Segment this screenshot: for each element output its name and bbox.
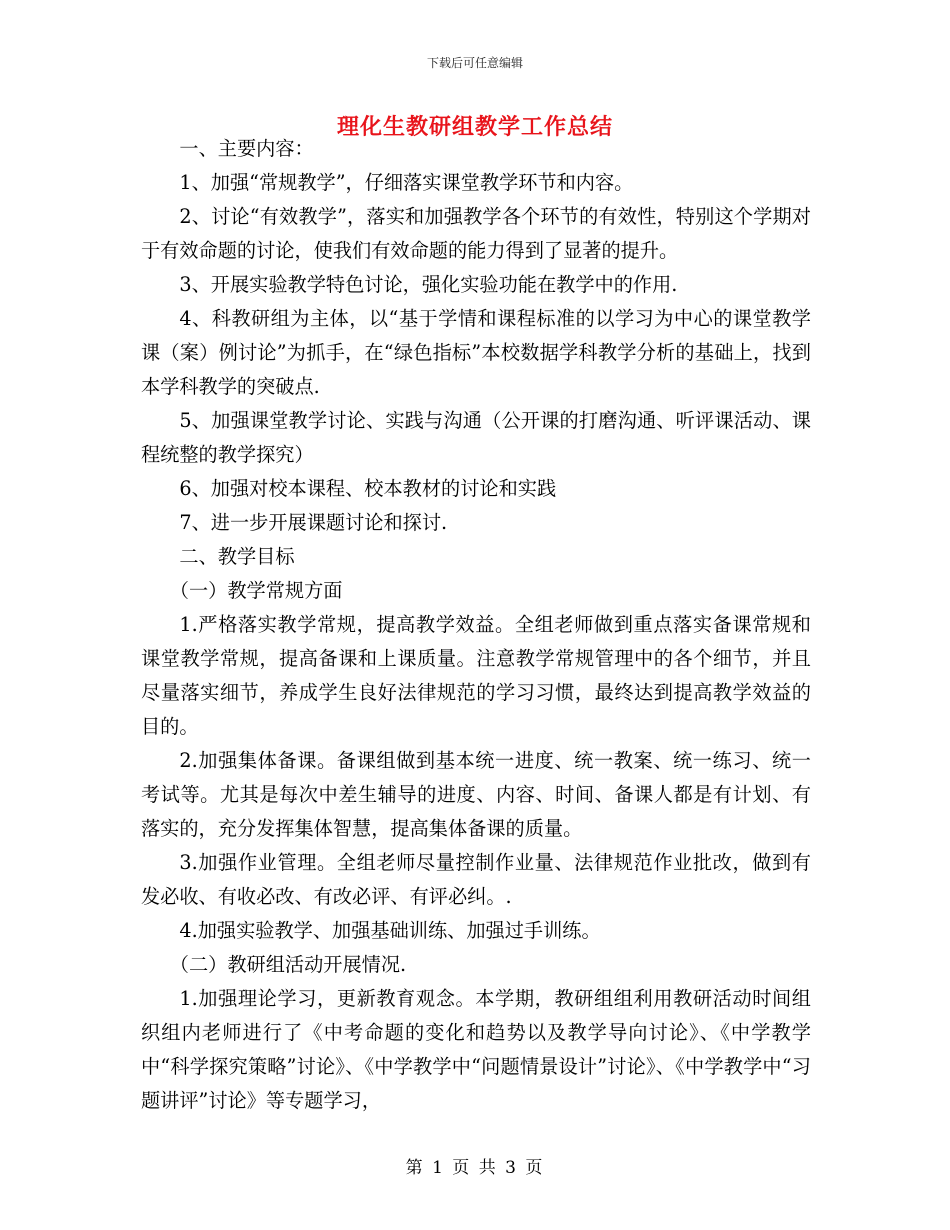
paragraph: 3.加强作业管理。全组老师尽量控制作业量、法律规范作业批改，做到有发必收、有收必改、有改必评、有评必纠。. <box>141 851 811 908</box>
paragraph: 4.加强实验教学、加强基础训练、加强过手训练。 <box>179 919 601 942</box>
subsection-heading: （一）教学常规方面 <box>169 579 343 602</box>
paragraph: 1.加强理论学习，更新教育观念。本学期，教研组组利用教研活动时间组织组内老师进行了《中考命题的变化和趋势以及教学导向讨论》、《中学教学中“科学探究策略”讨论》、《中学教学中“问题情景设计”讨论》、《中学教学中“习题讲评”讨论》等专题学习， <box>141 987 811 1112</box>
document-body <box>141 132 811 1118</box>
paragraph: 5、加强课堂教学讨论、实践与沟通（公开课的打磨沟通、听评课活动、课程统整的教学探究） <box>141 409 811 466</box>
paragraph: 2.加强集体备课。备课组做到基本统一进度、统一教案、统一练习、统一考试等。尤其是每次中差生辅导的进度、内容、时间、备课人都是有计划、有落实的，充分发挥集体智慧，提高集体备课的质量。 <box>141 749 811 840</box>
paragraph: 2、讨论“有效教学”，落实和加强教学各个环节的有效性，特别这个学期对于有效命题的讨论，使我们有效命题的能力得到了显著的提升。 <box>141 205 811 262</box>
page-footer: 第 1 页 共 3 页 <box>405 1158 545 1178</box>
paragraph: 4、科教研组为主体，以“基于学情和课程标准的以学习为中心的课堂教学课（案）例讨论”为抓手，在“绿色指标”本校数据学科教学分析的基础上，找到本学科教学的突破点. <box>141 307 811 398</box>
paragraph: 7、进一步开展课题讨论和探讨. <box>179 511 448 534</box>
document-title: 理化生教研组教学工作总结 <box>336 114 613 140</box>
header-note: 下载后可任意编辑 <box>426 56 523 70</box>
subsection-heading: （二）教研组活动开展情况. <box>169 953 407 976</box>
section-heading: 一、主要内容： <box>179 137 314 160</box>
paragraph: 1.严格落实教学常规，提高教学效益。全组老师做到重点落实备课常规和课堂教学常规，提高备课和上课质量。注意教学常规管理中的各个细节，并且尽量落实细节，养成学生良好法律规范的学习习惯，最终达到提高教学效益的目的。 <box>141 613 811 738</box>
paragraph: 6、加强对校本课程、校本教材的讨论和实践 <box>179 477 557 500</box>
paragraph: 3、开展实验教学特色讨论，强化实验功能在教学中的作用. <box>179 273 678 296</box>
paragraph: 1、加强“常规教学”，仔细落实课堂教学环节和内容。 <box>179 171 634 194</box>
section-heading: 二、教学目标 <box>179 545 295 568</box>
